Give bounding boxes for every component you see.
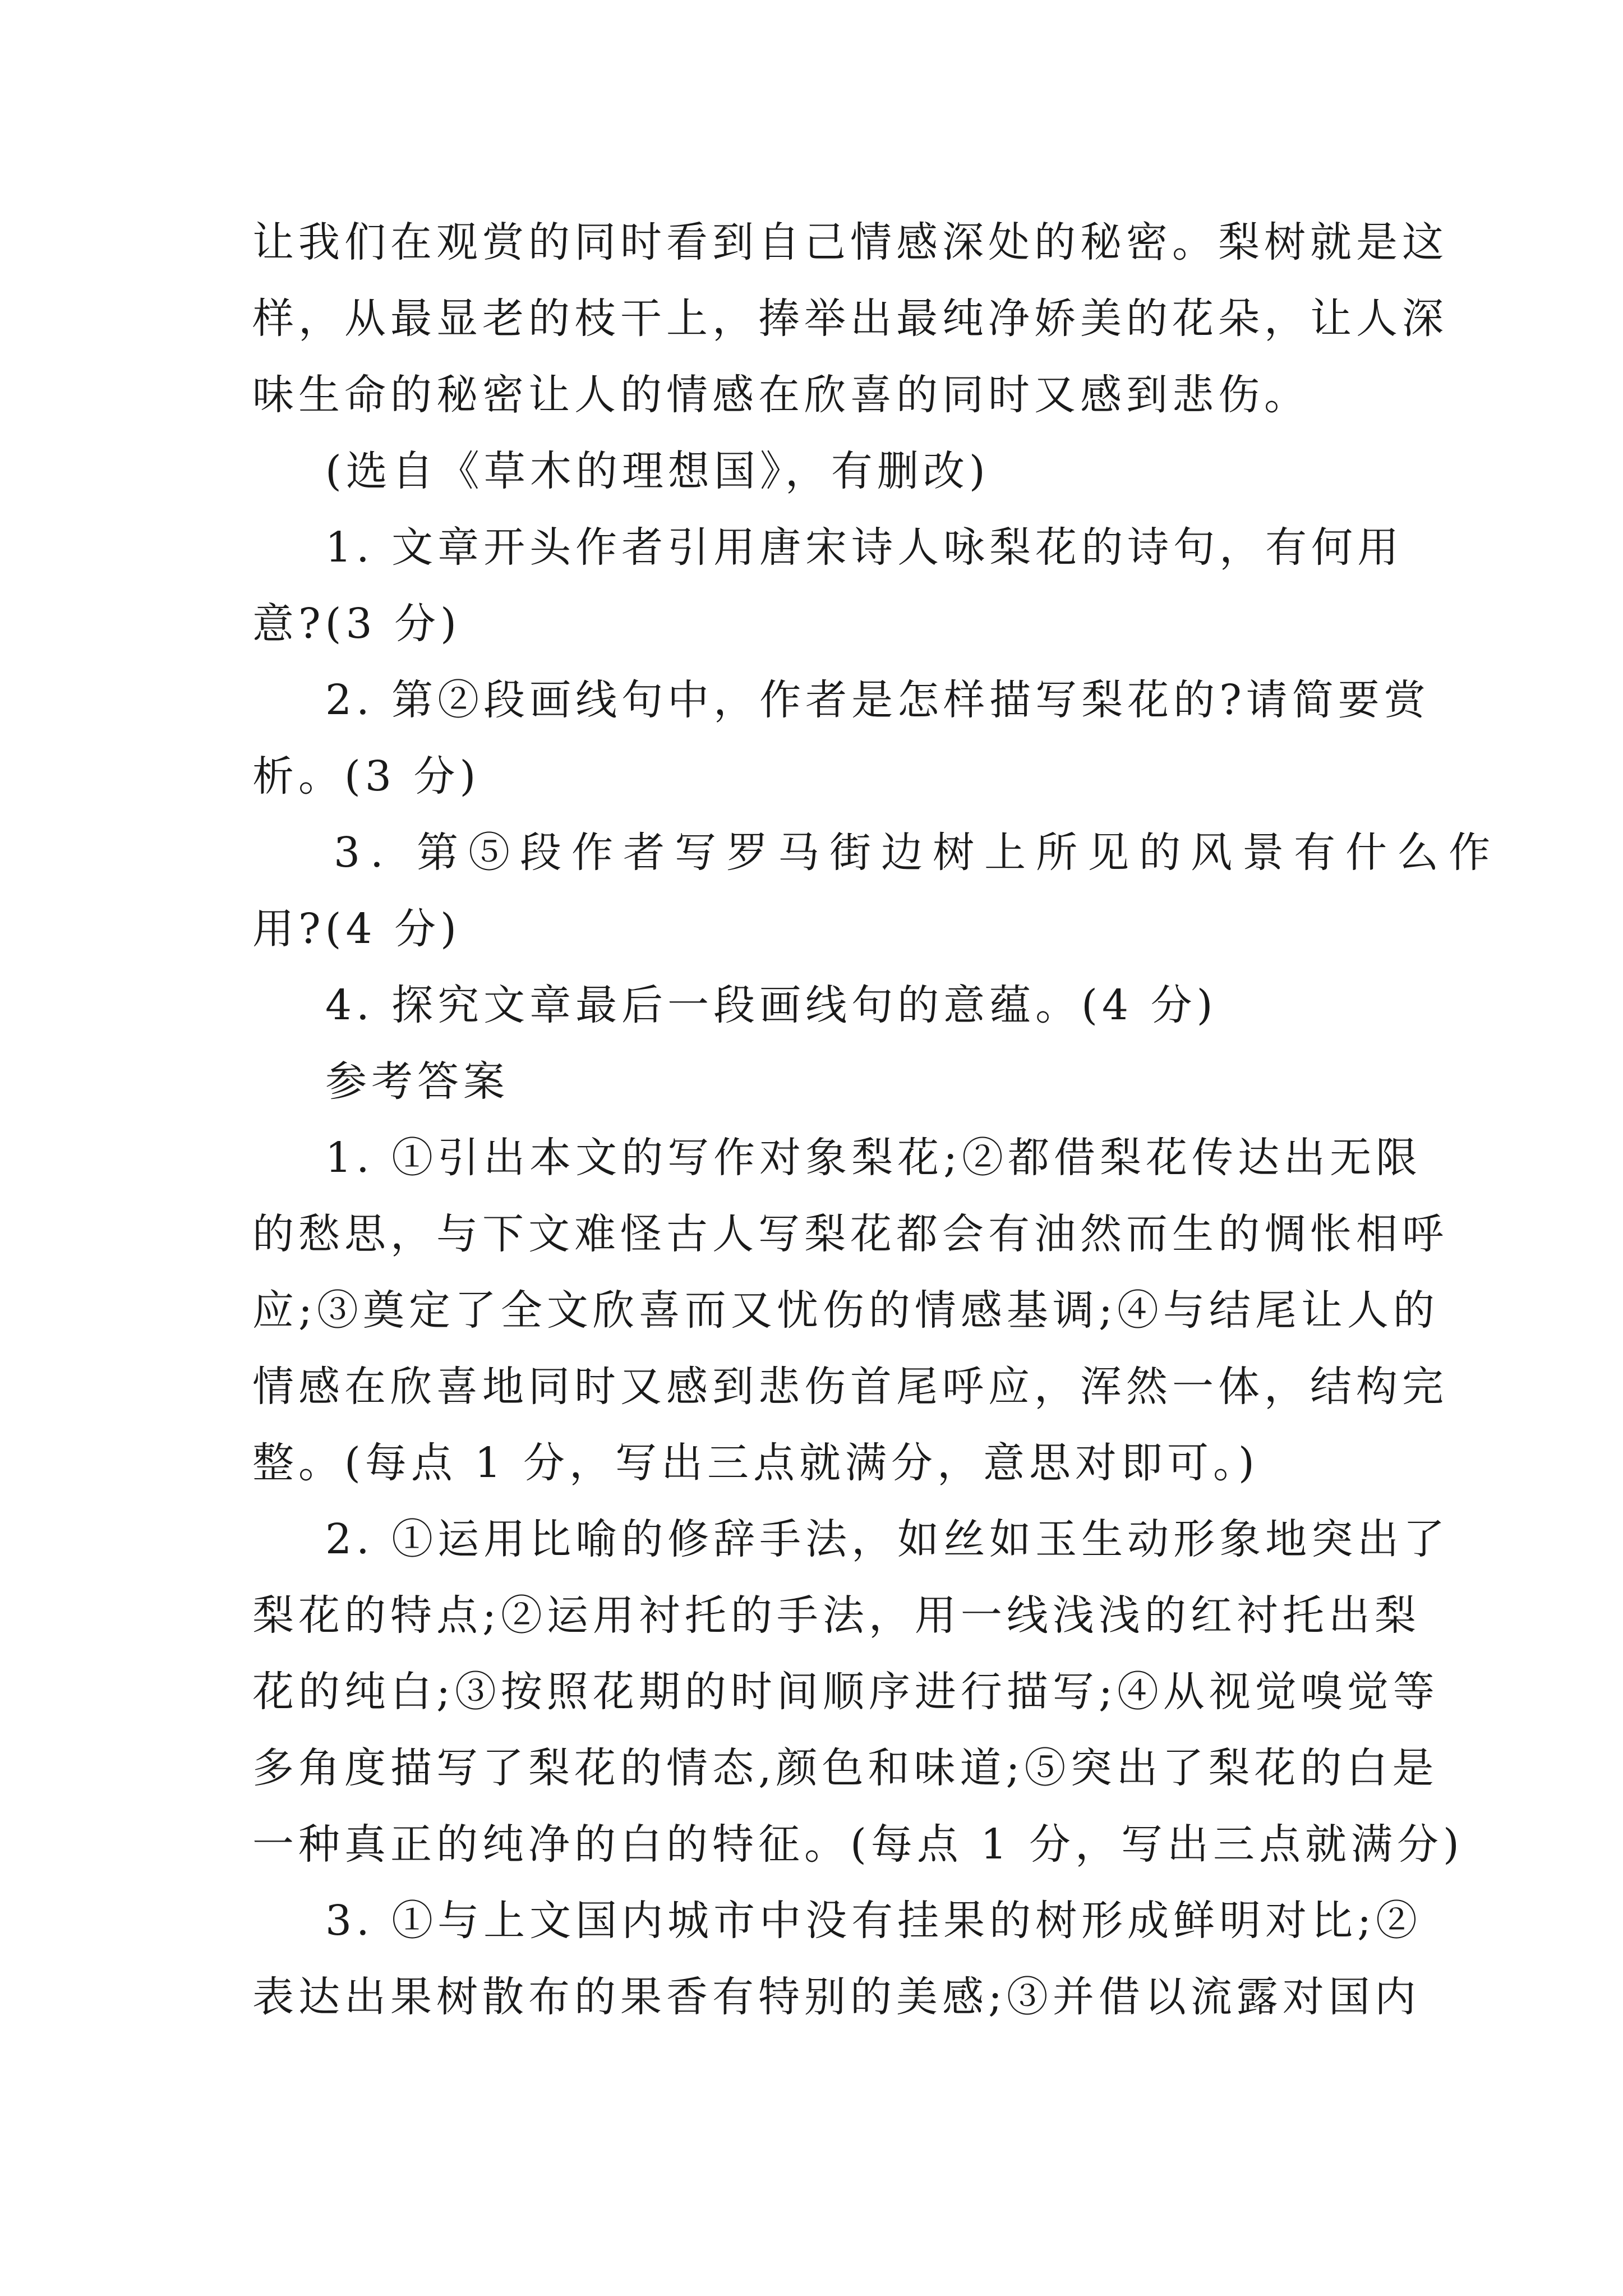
question-1: 1. 文章开头作者引用唐宋诗人咏梨花的诗句，有何用	[325, 523, 1404, 572]
question-4: 4. 探究文章最后一段画线句的意蕴。(4 分)	[325, 981, 1218, 1029]
question-2-continuation: 析。(3 分)	[252, 752, 481, 800]
body-text-line: 让我们在观赏的同时看到自己情感深处的秘密。梨树就是这	[252, 218, 1448, 266]
answer-2-line: 一种真正的纯净的白的特征。(每点 1 分，写出三点就满分)	[252, 1820, 1464, 1869]
question-1-continuation: 意?(3 分)	[252, 600, 462, 648]
answer-1-line: 的愁思，与下文难怪古人写梨花都会有油然而生的惆怅相呼	[252, 1210, 1448, 1258]
answer-2-line: 梨花的特点;②运用衬托的手法，用一线浅浅的红衬托出梨	[252, 1591, 1421, 1640]
question-2: 2. 第②段画线句中，作者是怎样描写梨花的?请简要赏	[325, 676, 1430, 724]
answer-1: 1. ①引出本文的写作对象梨花;②都借梨花传达出无限	[325, 1134, 1422, 1182]
answer-1-line: 情感在欣喜地同时又感到悲伤首尾呼应，浑然一体，结构完	[252, 1363, 1448, 1411]
question-3-continuation: 用?(4 分)	[252, 905, 462, 953]
answer-3: 3. ①与上文国内城市中没有挂果的树形成鲜明对比;②	[325, 1897, 1422, 1945]
answers-heading: 参考答案	[325, 1057, 509, 1106]
body-text-line: 味生命的秘密让人的情感在欣喜的同时又感到悲伤。	[252, 371, 1310, 419]
body-text-line: 样，从最显老的枝干上，捧举出最纯净娇美的花朵，让人深	[252, 295, 1448, 343]
answer-1-line: 整。(每点 1 分，写出三点就满分，意思对即可。)	[252, 1439, 1259, 1487]
answer-3-line: 表达出果树散布的果香有特别的美感;③并借以流露对国内	[252, 1973, 1421, 2021]
answer-2-line: 多角度描写了梨花的情态,颜色和味道;⑤突出了梨花的白是	[252, 1744, 1438, 1792]
answer-2-line: 花的纯白;③按照花期的时间顺序进行描写;④从视觉嗅觉等	[252, 1668, 1439, 1716]
source-citation: (选自《草木的理想国》，有删改)	[325, 447, 990, 495]
question-3: 3. 第⑤段作者写罗马街边树上所见的风景有什么作	[334, 829, 1501, 877]
answer-1-line: 应;③奠定了全文欣喜而又忧伤的情感基调;④与结尾让人的	[252, 1286, 1439, 1335]
answer-2: 2. ①运用比喻的修辞手法，如丝如玉生动形象地突出了	[325, 1515, 1450, 1563]
